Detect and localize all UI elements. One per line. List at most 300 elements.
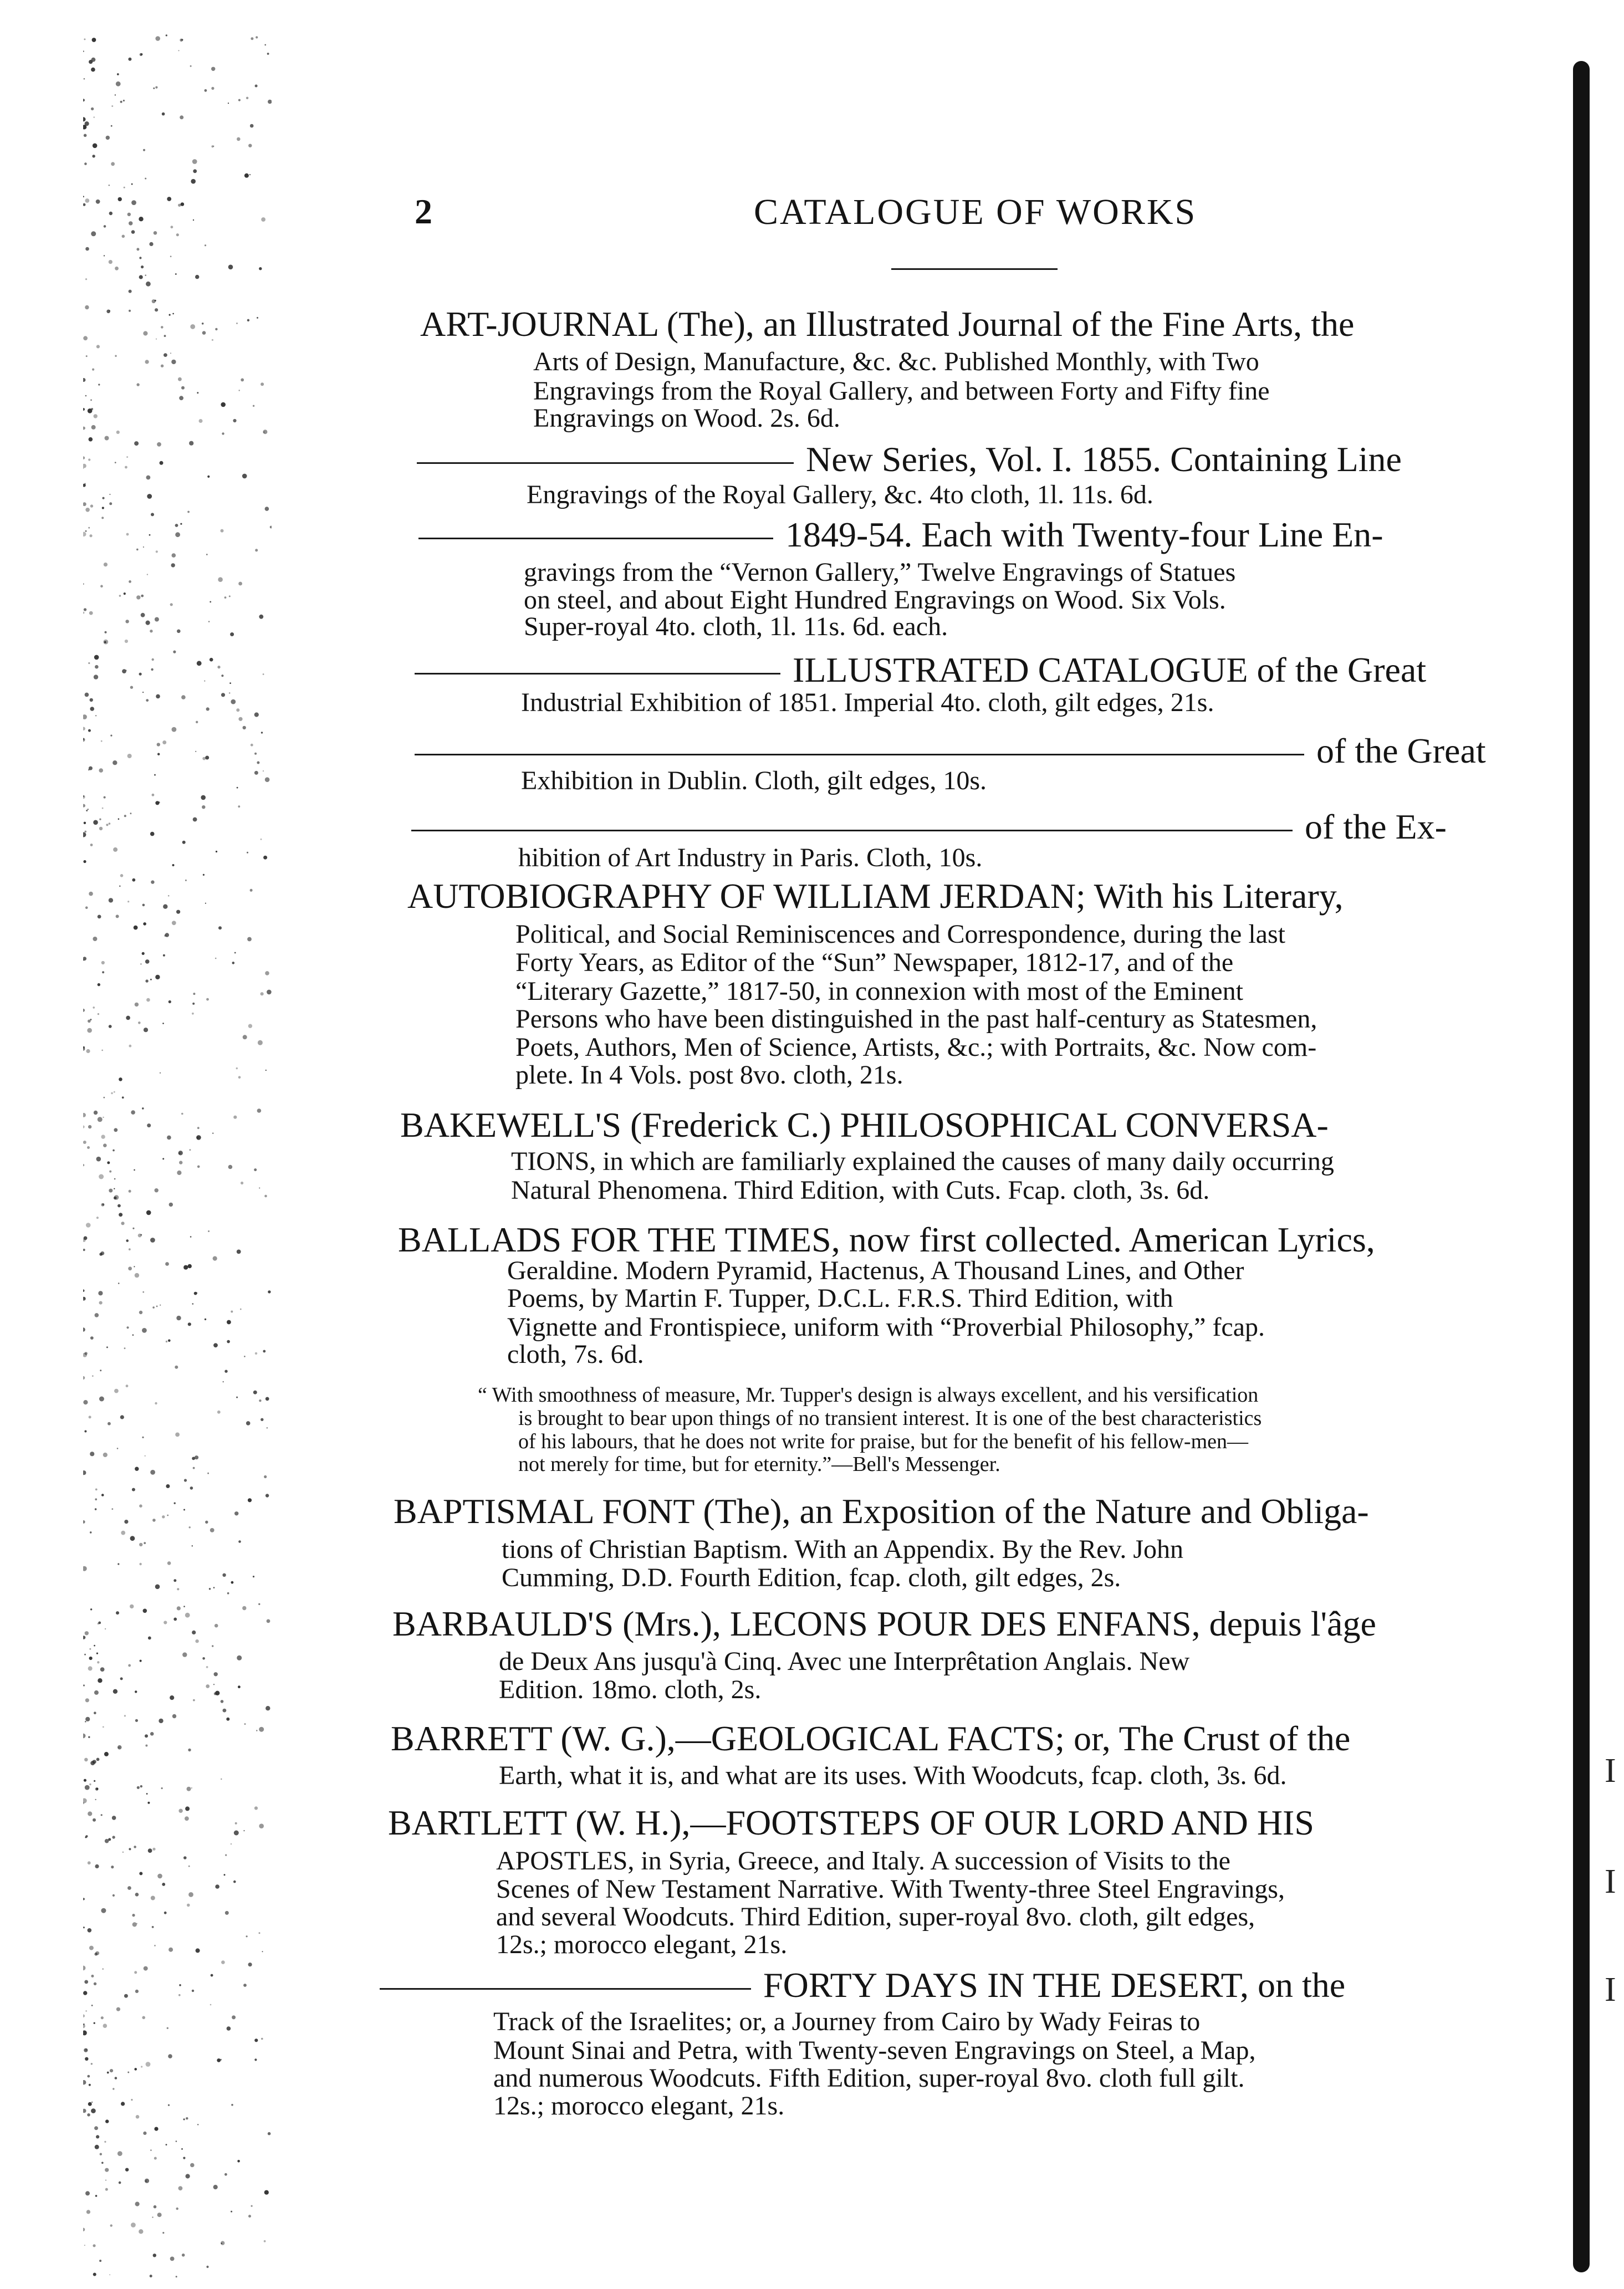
speckle-dot — [139, 257, 141, 259]
speckle-dot — [180, 523, 182, 525]
speckle-dot — [154, 2205, 157, 2209]
speckle-dot — [145, 360, 149, 364]
speckle-dot — [163, 905, 167, 909]
speckle-dot — [124, 1520, 128, 1524]
speckle-dot — [90, 1019, 91, 1020]
speckle-dot — [223, 1709, 227, 1713]
entry-heading-text: of the Ex- — [1305, 807, 1447, 846]
speckle-dot — [94, 1711, 96, 1714]
speckle-dot — [94, 1780, 95, 1782]
entry-line: Cumming, D.D. Fourth Edition, fcap. cloth, gilt edges, 2s. — [502, 1563, 1121, 1592]
speckle-dot — [156, 339, 157, 340]
speckle-dot — [247, 852, 248, 854]
speckle-dot — [181, 386, 185, 390]
speckle-dot — [257, 1108, 262, 1113]
speckle-dot — [141, 2066, 142, 2067]
speckle-dot — [105, 631, 107, 633]
speckle-dot — [156, 694, 160, 699]
speckle-dot — [225, 1854, 227, 1856]
speckle-dot — [85, 247, 89, 251]
speckle-dot — [155, 1188, 159, 1192]
speckle-dot — [84, 1654, 86, 1656]
speckle-dot — [150, 832, 155, 836]
speckle-dot — [263, 430, 267, 434]
speckle-dot — [101, 1814, 103, 1816]
speckle-dot — [101, 2162, 104, 2164]
speckle-dot — [135, 1003, 139, 1006]
speckle-dot — [166, 34, 167, 36]
speckle-dot — [215, 328, 217, 330]
speckle-dot — [91, 2063, 93, 2065]
entry-heading-text: New Series, Vol. I. 1855. Containing Line — [806, 440, 1402, 479]
speckle-dot — [253, 1576, 254, 1577]
speckle-dot — [265, 1070, 267, 1071]
speckle-dot — [168, 1948, 173, 1952]
speckle-dot — [89, 611, 93, 615]
speckle-dot — [100, 1370, 101, 1371]
speckle-dot — [178, 1152, 180, 1154]
entry-line: APOSTLES, in Syria, Greece, and Italy. A succession of Visits to the — [496, 1846, 1230, 1876]
speckle-dot — [175, 273, 177, 275]
speckle-dot — [131, 200, 136, 205]
speckle-dot — [238, 99, 241, 101]
speckle-dot — [83, 804, 85, 808]
speckle-dot — [83, 2030, 87, 2035]
speckle-dot — [132, 1228, 134, 1229]
speckle-dot — [227, 1320, 231, 1325]
speckle-dot — [85, 305, 89, 309]
speckle-dot — [213, 2185, 218, 2189]
speckle-dot — [211, 87, 214, 90]
speckle-dot — [93, 1818, 96, 1822]
speckle-dot — [251, 2205, 253, 2207]
speckle-dot — [213, 1587, 215, 1588]
speckle-dot — [152, 1926, 154, 1928]
speckle-dot — [109, 185, 110, 186]
facing-page-glyph: I — [1605, 1863, 1616, 1900]
speckle-dot — [136, 595, 140, 599]
speckle-dot — [134, 2068, 137, 2071]
speckle-dot — [111, 1866, 114, 1868]
speckle-dot — [103, 1453, 108, 1457]
speckle-dot — [102, 808, 104, 809]
speckle-dot — [103, 640, 108, 645]
speckle-dot — [84, 1980, 88, 1984]
speckle-dot — [118, 1204, 121, 1208]
speckle-dot — [214, 1692, 217, 1695]
speckle-dot — [193, 818, 197, 822]
speckle-dot — [175, 1433, 180, 1437]
review-quote-line: “ With smoothness of measure, Mr. Tupper's design is always excellent, and his versification — [478, 1383, 1259, 1407]
speckle-dot — [226, 1718, 229, 1721]
speckle-dot — [88, 2102, 92, 2106]
speckle-dot — [118, 1747, 119, 1748]
speckle-dot — [183, 1509, 185, 1511]
speckle-dot — [130, 686, 133, 689]
speckle-dot — [84, 831, 86, 833]
speckle-dot — [217, 1411, 221, 1414]
speckle-dot — [84, 1779, 86, 1782]
speckle-dot — [146, 1793, 148, 1795]
speckle-dot — [164, 934, 166, 937]
speckle-dot — [91, 425, 96, 430]
speckle-dot — [135, 1273, 139, 1278]
speckle-dot — [183, 1606, 185, 1607]
speckle-dot — [124, 815, 126, 817]
speckle-dot — [127, 2072, 129, 2073]
speckle-dot — [96, 2135, 99, 2138]
entry-heading-text: 1849-54. Each with Twenty-four Line En- — [785, 515, 1383, 554]
speckle-dot — [171, 563, 175, 567]
speckle-dot — [189, 1526, 191, 1528]
speckle-dot — [155, 617, 159, 622]
speckle-dot — [121, 2102, 125, 2106]
speckle-dot — [116, 431, 120, 434]
speckle-dot — [253, 405, 254, 407]
speckle-dot — [201, 795, 206, 800]
speckle-dot — [85, 1785, 90, 1790]
speckle-dot — [86, 2210, 90, 2214]
speckle-dot — [146, 699, 149, 702]
speckle-dot — [238, 1685, 241, 1688]
speckle-dot — [129, 221, 132, 225]
speckle-dot — [179, 1984, 181, 1986]
speckle-dot — [146, 476, 151, 480]
speckle-dot — [115, 267, 119, 270]
speckle-dot — [101, 517, 104, 519]
speckle-dot — [119, 886, 120, 887]
speckle-dot — [237, 2160, 240, 2163]
speckle-dot — [129, 1248, 131, 1250]
speckle-dot — [126, 1016, 130, 1020]
speckle-dot — [83, 427, 85, 430]
speckle-dot — [94, 1690, 99, 1695]
speckle-dot — [182, 841, 186, 844]
speckle-dot — [155, 300, 156, 302]
speckle-dot — [93, 2244, 95, 2247]
speckle-dot — [152, 2216, 153, 2218]
speckle-dot — [98, 983, 100, 986]
speckle-dot — [88, 662, 90, 664]
speckle-dot — [263, 1350, 265, 1353]
speckle-dot — [265, 971, 269, 975]
speckle-dot — [235, 1822, 237, 1825]
speckle-dot — [98, 1291, 103, 1295]
speckle-dot — [224, 1874, 226, 1876]
speckle-dot — [262, 1951, 263, 1952]
speckle-dot — [255, 85, 258, 88]
speckle-dot — [233, 419, 236, 422]
speckle-dot — [101, 1494, 104, 1496]
speckle-dot — [187, 511, 190, 513]
speckle-dot — [93, 1006, 95, 1009]
speckle-dot — [124, 1347, 126, 1349]
speckle-dot — [126, 456, 128, 458]
speckle-dot — [175, 524, 178, 527]
speckle-dot — [163, 954, 165, 957]
speckle-dot — [150, 630, 152, 632]
speckle-dot — [155, 1585, 160, 1590]
speckle-dot — [203, 874, 205, 876]
speckle-dot — [85, 2191, 90, 2195]
speckle-dot — [256, 36, 258, 38]
speckle-dot — [140, 1234, 142, 1236]
speckle-dot — [94, 675, 98, 679]
speckle-dot — [83, 1249, 85, 1251]
speckle-dot — [174, 1503, 176, 1504]
speckle-dot — [114, 1188, 115, 1189]
speckle-dot — [118, 1745, 122, 1750]
speckle-dot — [142, 1107, 144, 1110]
facing-page-glyph: I — [1605, 1971, 1616, 2009]
speckle-dot — [104, 1097, 105, 1098]
speckle-dot — [116, 1611, 119, 1614]
speckle-dot — [100, 1667, 105, 1672]
speckle-dot — [117, 73, 119, 75]
entry-line: on steel, and about Eight Hundred Engravings on Wood. Six Vols. — [524, 585, 1226, 615]
speckle-dot — [116, 914, 119, 918]
speckle-dot — [218, 577, 223, 582]
speckle-dot — [255, 1352, 257, 1355]
speckle-dot — [268, 100, 272, 104]
speckle-dot — [91, 2108, 96, 2113]
speckle-dot — [85, 693, 89, 697]
speckle-dot — [95, 1787, 99, 1791]
speckle-dot — [157, 1874, 162, 1879]
speckle-dot — [193, 1467, 195, 1469]
speckle-dot — [171, 360, 176, 364]
speckle-dot — [122, 1852, 124, 1853]
speckle-dot — [87, 1028, 92, 1033]
speckle-dot — [155, 1402, 157, 1404]
speckle-dot — [114, 1178, 116, 1180]
speckle-dot — [172, 1714, 176, 1718]
speckle-dot — [134, 1169, 135, 1171]
speckle-dot — [83, 1636, 85, 1639]
speckle-dot — [155, 86, 157, 89]
speckle-dot — [95, 2195, 98, 2197]
speckle-dot — [194, 1292, 197, 1295]
speckle-dot — [185, 1806, 190, 1811]
speckle-dot — [98, 915, 101, 919]
speckle-dot — [130, 1536, 135, 1541]
speckle-dot — [178, 1994, 181, 1996]
speckle-dot — [195, 1639, 198, 1643]
speckle-dot — [207, 1473, 209, 1474]
speckle-dot — [177, 630, 181, 633]
speckle-dot — [264, 2190, 269, 2195]
speckle-dot — [99, 1301, 103, 1305]
speckle-dot — [197, 1166, 200, 1168]
review-quote-line: is brought to bear upon things of no transient interest. It is one of the best characteristics — [518, 1407, 1262, 1430]
speckle-dot — [118, 2151, 122, 2156]
speckle-dot — [259, 615, 263, 619]
speckle-dot — [246, 1935, 248, 1937]
speckle-dot — [145, 274, 146, 276]
speckle-dot — [144, 1542, 146, 1544]
speckle-dot — [210, 2004, 212, 2006]
speckle-dot — [93, 937, 97, 941]
speckle-dot — [155, 975, 160, 979]
speckle-dot — [111, 125, 113, 127]
speckle-dot — [94, 2022, 95, 2024]
speckle-dot — [261, 382, 264, 386]
speckle-dot — [83, 1520, 85, 1524]
speckle-dot — [83, 959, 84, 960]
speckle-dot — [95, 665, 99, 669]
speckle-dot — [213, 1343, 218, 1347]
entry-line: Vignette and Frontispiece, uniform with “Proverbial Philosophy,” fcap. — [507, 1312, 1265, 1342]
speckle-dot — [94, 1983, 96, 1985]
speckle-dot — [132, 1922, 137, 1927]
speckle-dot — [202, 323, 204, 325]
speckle-dot — [218, 926, 222, 929]
speckle-dot — [197, 1127, 200, 1129]
speckle-dot — [195, 1455, 198, 1459]
speckle-dot — [83, 1376, 85, 1379]
speckle-dot — [248, 2215, 251, 2218]
speckle-dot — [98, 1013, 99, 1015]
speckle-dot — [251, 37, 253, 40]
speckle-dot — [222, 432, 224, 435]
speckle-dot — [83, 1991, 87, 1995]
speckle-dot — [85, 1717, 90, 1721]
speckle-dot — [208, 621, 210, 622]
speckle-dot — [136, 248, 139, 251]
speckle-dot — [90, 1608, 92, 1610]
speckle-dot — [134, 1266, 135, 1267]
speckle-dot — [261, 2038, 263, 2040]
speckle-dot — [127, 1886, 131, 1890]
speckle-dot — [257, 762, 259, 764]
speckle-dot — [113, 760, 117, 765]
speckle-dot — [192, 1303, 194, 1305]
speckle-dot — [261, 992, 264, 995]
speckle-dot — [83, 714, 87, 719]
speckle-dot — [83, 612, 84, 614]
speckle-dot — [169, 1203, 173, 1207]
speckle-dot — [100, 585, 103, 587]
speckle-dot — [98, 384, 100, 385]
ditto-rule — [411, 830, 1293, 831]
speckle-dot — [187, 1904, 190, 1907]
speckle-dot — [127, 213, 131, 216]
speckle-dot — [88, 1125, 91, 1128]
speckle-dot — [90, 1761, 95, 1765]
entry-heading — [411, 806, 1447, 847]
speckle-dot — [142, 692, 144, 693]
speckle-dot — [159, 1719, 163, 1723]
speckle-dot — [90, 844, 93, 846]
speckle-dot — [162, 1158, 164, 1159]
speckle-dot — [131, 1110, 135, 1115]
speckle-dot — [83, 2228, 85, 2231]
speckle-dot — [113, 1894, 115, 1897]
speckle-dot — [99, 1397, 104, 1402]
speckle-dot — [213, 146, 214, 147]
speckle-dot — [259, 1932, 261, 1934]
entry-heading: BALLADS FOR THE TIMES, now first collected. American Lyrics, — [398, 1220, 1375, 1259]
speckle-dot — [152, 658, 154, 661]
speckle-dot — [85, 508, 90, 512]
speckle-dot — [111, 1508, 113, 1510]
speckle-dot — [90, 504, 93, 507]
speckle-dot — [90, 1531, 92, 1534]
speckle-dot — [176, 2276, 177, 2277]
speckle-dot — [140, 53, 142, 56]
speckle-dot — [122, 669, 126, 673]
speckle-dot — [166, 1341, 167, 1342]
speckle-dot — [182, 2254, 185, 2257]
speckle-dot — [113, 1689, 118, 1694]
speckle-dot — [90, 399, 92, 401]
speckle-dot — [89, 534, 92, 537]
speckle-dot — [237, 1656, 242, 1660]
speckle-dot — [192, 1545, 193, 1546]
speckle-dot — [95, 1508, 97, 1510]
speckle-dot — [153, 2254, 156, 2257]
speckle-dot — [268, 2132, 271, 2135]
speckle-dot — [131, 2222, 136, 2227]
speckle-dot — [93, 144, 98, 149]
speckle-dot — [89, 892, 93, 896]
entry-heading — [415, 650, 1426, 691]
speckle-dot — [126, 1239, 129, 1242]
entry-heading: BARBAULD'S (Mrs.), LECONS POUR DES ENFANS, depuis l'âge — [392, 1604, 1376, 1643]
entry-line: TIONS, in which are familiarly explained the causes of many daily occurring — [511, 1147, 1334, 1176]
speckle-dot — [89, 1657, 93, 1660]
speckle-dot — [177, 1606, 181, 1610]
speckle-dot — [264, 1475, 267, 1478]
speckle-dot — [141, 265, 144, 268]
speckle-dot — [99, 2260, 101, 2262]
speckle-dot — [83, 583, 84, 585]
speckle-dot — [101, 961, 105, 964]
speckle-dot — [145, 2179, 149, 2183]
speckle-dot — [91, 2102, 93, 2103]
speckle-dot — [94, 414, 98, 418]
speckle-dot — [188, 1264, 192, 1268]
speckle-dot — [221, 693, 225, 697]
speckle-dot — [183, 2157, 185, 2159]
speckle-dot — [152, 794, 155, 796]
speckle-dot — [237, 1250, 241, 1254]
speckle-dot — [210, 658, 213, 662]
speckle-dot — [83, 203, 85, 206]
speckle-dot — [104, 1752, 109, 1756]
speckle-dot — [193, 1699, 195, 1702]
speckle-dot — [225, 1911, 229, 1915]
speckle-dot — [185, 1613, 190, 1618]
speckle-dot — [206, 998, 209, 1001]
speckle-dot — [103, 1726, 104, 1728]
speckle-dot — [193, 993, 195, 995]
speckle-dot — [181, 2148, 183, 2150]
speckle-dot — [109, 212, 113, 215]
speckle-dot — [186, 2117, 188, 2119]
speckle-dot — [96, 200, 100, 204]
speckle-dot — [150, 2275, 152, 2277]
speckle-dot — [92, 155, 95, 157]
speckle-dot — [263, 770, 264, 771]
speckle-dot — [238, 805, 240, 808]
speckle-dot — [140, 1660, 142, 1662]
speckle-dot — [145, 1734, 148, 1738]
speckle-dot — [83, 1684, 85, 1686]
speckle-dot — [223, 1381, 224, 1382]
speckle-dot — [237, 787, 238, 789]
speckle-dot — [83, 1927, 85, 1928]
